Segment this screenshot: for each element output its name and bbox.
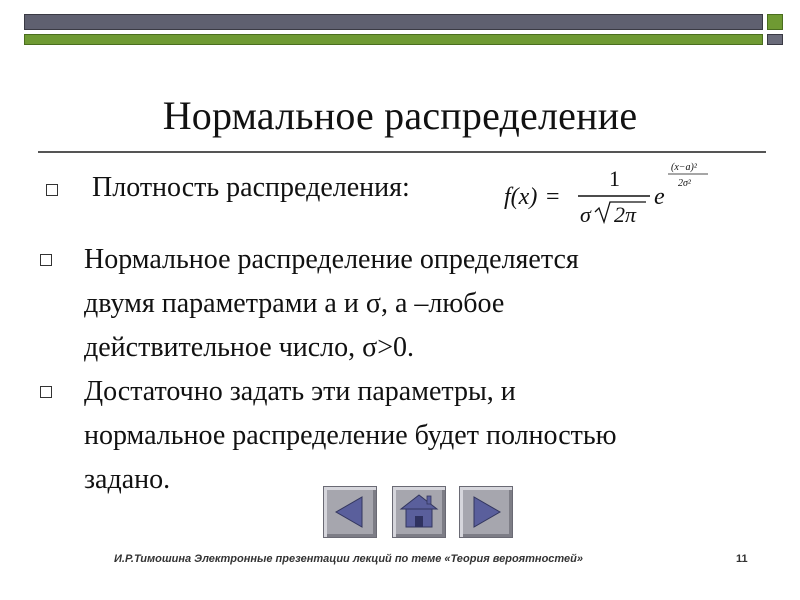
triangle-right-icon — [460, 487, 512, 537]
title-divider — [38, 151, 766, 153]
page-number: 11 — [736, 553, 748, 565]
home-button[interactable] — [392, 486, 446, 538]
bullet-square-icon — [40, 254, 52, 266]
footer-credit: И.Р.Тимошина Электронные презентации лекций по теме «Теория вероятностей» — [114, 553, 584, 565]
triangle-left-icon — [324, 487, 376, 537]
bullet-1-line-1: Нормальное распределение определяется — [84, 244, 579, 275]
bullet-paragraph-2 — [84, 370, 617, 502]
formula-numerator: 1 — [609, 166, 620, 191]
bullet-2-line-2: нормальное распределение будет полностью — [84, 420, 617, 451]
bullet-paragraph-1 — [84, 238, 579, 370]
bullet-1-line-2: двумя параметрами a и σ, a –любое — [84, 288, 505, 319]
slide-title: Нормальное распределение — [162, 93, 638, 138]
bullet-square-icon — [46, 184, 58, 196]
formula-equals: = — [546, 184, 560, 210]
bullet-2-line-1: Достаточно задать эти параметры, и — [84, 376, 516, 407]
bullet-2-line-3: задано. — [84, 464, 171, 495]
density-label: Плотность распределения: — [92, 172, 410, 203]
house-icon — [393, 487, 445, 537]
header-bar-gray — [24, 14, 763, 30]
formula-exp-den: 2σ² — [678, 178, 691, 189]
next-button[interactable] — [459, 486, 513, 538]
formula-den-root: 2π — [614, 202, 637, 227]
formula-lhs: f(x) — [504, 184, 538, 210]
formula-exp-num: (x−a)² — [671, 162, 697, 173]
previous-button[interactable] — [323, 486, 377, 538]
header-square-green — [767, 14, 783, 30]
header-square-gray — [767, 34, 783, 45]
formula-den-sigma: σ — [580, 202, 591, 227]
bullet-1-line-3: действительное число, σ>0. — [84, 332, 415, 363]
header-bar-green — [24, 34, 763, 45]
density-formula — [502, 156, 742, 236]
formula-base: e — [654, 184, 665, 210]
bullet-square-icon — [40, 386, 52, 398]
